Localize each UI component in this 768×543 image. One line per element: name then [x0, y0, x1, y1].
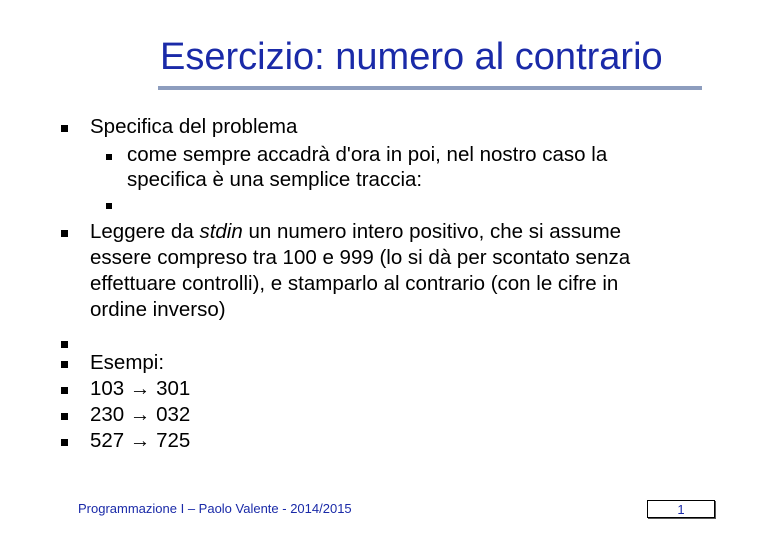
- bullet-marker: [61, 439, 68, 446]
- sub-bullet-marker: [106, 203, 112, 209]
- page-number-box: [647, 500, 715, 518]
- bullet-marker: [61, 230, 68, 237]
- bullet-marker: [61, 361, 68, 368]
- bullet-marker: [61, 125, 68, 132]
- example-103: 103 → 301: [90, 377, 191, 400]
- sub-bullet-marker: [106, 154, 112, 160]
- bullet-marker: [61, 341, 68, 348]
- example-527: 527 → 725: [90, 429, 191, 452]
- sub-bullet-text: specifica è una semplice traccia:: [127, 168, 423, 191]
- slide-title: Esercizio: numero al contrario: [160, 36, 663, 78]
- bullet-marker: [61, 387, 68, 394]
- sub-bullet-text: come sempre accadrà d'ora in poi, nel nostro caso la: [127, 143, 608, 166]
- bullet-text: ordine inverso): [90, 298, 226, 321]
- stdin-term: stdin: [199, 220, 243, 243]
- bullet-text: essere compreso tra 100 e 999 (lo si dà per scontato senza: [90, 246, 631, 269]
- page-number: 1: [677, 502, 685, 517]
- example-230: 230 → 032: [90, 403, 191, 426]
- bullet-text: Specifica del problema: [90, 115, 298, 138]
- bullet-text: effettuare controlli), e stamparlo al contrario (con le cifre in: [90, 272, 619, 295]
- slide-footer: Programmazione I – Paolo Valente - 2014/2015: [78, 501, 352, 516]
- bullet-text: Esempi:: [90, 351, 165, 374]
- bullet-marker: [61, 413, 68, 420]
- bullet-text-part: Leggere da: [90, 220, 200, 243]
- bullet-text-part: un numero intero positivo, che si assume: [242, 220, 622, 243]
- bullet-text: [90, 222, 621, 243]
